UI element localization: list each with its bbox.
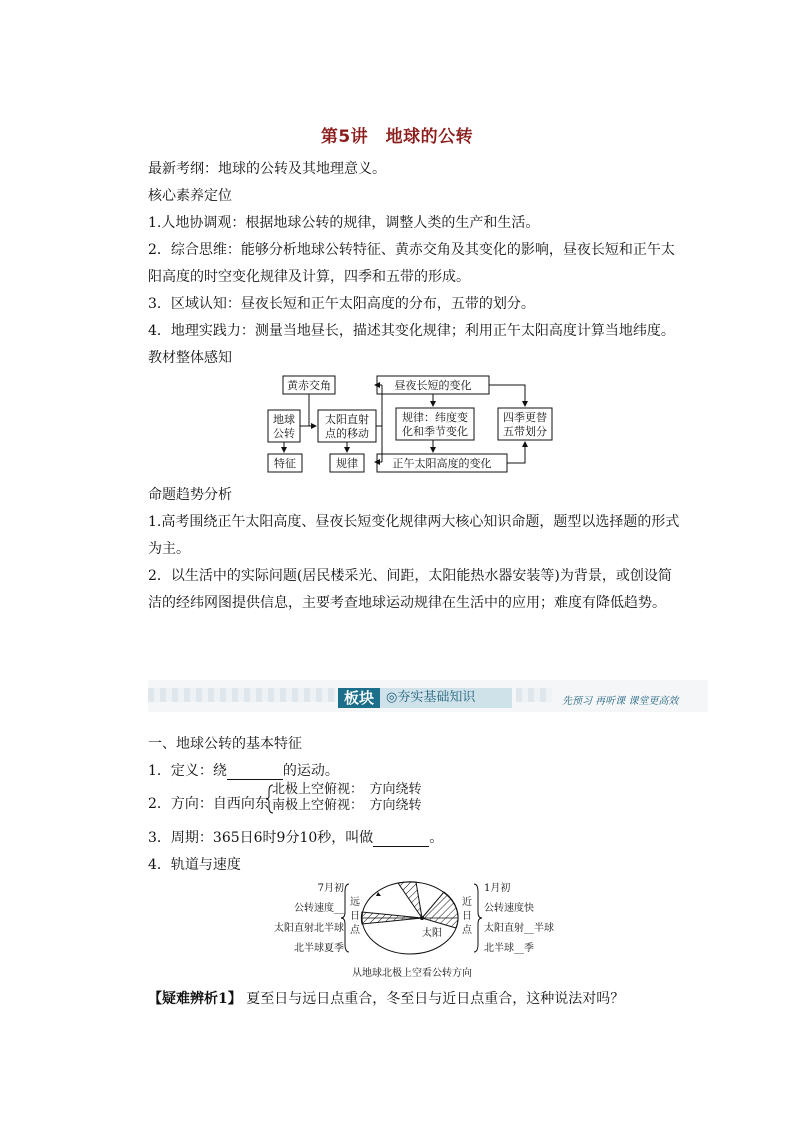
aphelion-date: 7月初 [317,883,344,894]
definition-suffix: 的运动。 [282,763,339,779]
core-item-3: 3．区域认知：昼夜长短和正午太阳高度的分布，五带的划分。 [148,296,535,312]
banner-tagline: 先预习 再听课 课堂更高效 [562,696,679,707]
orbit-heading: 4．轨道与速度 [148,857,241,873]
trend-item-1: 1.高考围绕正午太阳高度、昼夜长短变化规律两大核心知识命题，题型以选择题的形式 [148,514,680,530]
perihelion-char-3: 点 [462,925,472,936]
textbook-heading: 教材整体感知 [148,350,232,366]
sun-dot [420,916,424,920]
direction-prefix: 2．方向：自西向东 [148,796,269,812]
flow-text-n2: 黄赤交角 [287,379,331,392]
banner-decoration-left [148,688,336,702]
sun-label: 太阳 [422,928,442,939]
orbit-caption: 从地球北极上空看公转方向 [352,968,472,979]
period-line [148,829,443,847]
flow-text-n7b: 化和季节变化 [402,425,468,438]
flow-text-n4: 特征 [274,457,296,470]
period-prefix: 3．周期：365日6时9分10秒，叫做 [148,830,374,846]
period-blank [373,832,429,847]
section1-heading: 一、地球公转的基本特征 [148,736,302,752]
definition-line [148,762,339,780]
aphelion-season: 北半球夏季 [294,943,344,954]
flow-text-n3b: 点的移动 [325,427,369,440]
definition-blank [227,765,283,780]
perihelion-char-1: 近 [462,897,472,908]
question-label: 【疑难辨析1】 [148,991,242,1007]
right-brace [474,884,482,952]
banner-decoration-right [516,688,552,702]
upper-sector [398,882,422,918]
aphelion-char-1: 远 [350,897,360,908]
perihelion-date: 1月初 [484,883,511,894]
aphelion-char-2: 日 [350,911,360,922]
core-item-4: 4．地理实践力：测量当地昼长，描述其变化规律；利用正午太阳高度计算当地纬度。 [148,323,675,339]
perihelion-char-2: 日 [462,911,472,922]
orbit-diagram [252,878,572,984]
aphelion-speed: 公转速度__ [294,903,344,914]
perihelion-season: 北半球__季 [484,943,534,954]
flow-text-n3a: 太阳直射 [325,413,369,426]
syllabus: 最新考纲：地球的公转及其地理意义。 [148,161,386,177]
trend-item-2: 2．以生活中的实际问题(居民楼采光、间距，太阳能热水器安装等)为背景，或创设简 [148,568,672,584]
flow-text-n8: 正午太阳高度的变化 [392,457,492,470]
period-suffix: 。 [429,830,444,846]
question-text: 夏至日与远日点重合，冬至日与近日点重合，这种说法对吗？ [246,991,625,1007]
aphelion-subsolar: 太阳直射北半球 [274,923,344,934]
definition-prefix: 1．定义：绕 [148,763,227,779]
flow-text-n1a: 地球 [273,413,295,426]
knowledge-flowchart [260,372,560,478]
flow-text-n1b: 公转 [273,427,295,440]
flow-text-n7a: 规律：纬度变 [402,411,468,424]
trend-heading: 命题趋势分析 [148,487,232,503]
core-item-2-cont: 阳高度的时空变化规律及计算，四季和五带的形成。 [148,269,470,285]
direction-south: 南极上空俯视： 方向绕转 [272,798,422,813]
banner-sub-label: ◎夯实基础知识 [380,688,512,708]
flow-text-n9a: 四季更替 [503,411,547,424]
flow-text-n6: 昼夜长短的变化 [394,379,472,392]
trend-item-2-cont: 洁的经纬网图提供信息，主要考查地球运动规律在生活中的应用；难度有降低趋势。 [148,595,666,611]
question-line [148,990,624,1008]
direction-north: 北极上空俯视： 方向绕转 [272,782,422,797]
core-item-1: 1.人地协调观：根据地球公转的规律，调整人类的生产和生活。 [148,215,540,231]
page-title: 第5讲 地球的公转 [320,127,474,147]
flow-text-n9b: 五带划分 [503,425,547,438]
flow-text-n5: 规律 [336,457,358,470]
core-heading: 核心素养定位 [148,188,232,204]
banner-main-label: 板块一 [338,688,380,708]
aphelion-char-3: 点 [350,925,360,936]
trend-item-1-cont: 为主。 [148,541,190,557]
core-item-2: 2．综合思维：能够分析地球公转特征、黄赤交角及其变化的影响，昼夜长短和正午太 [148,242,675,258]
perihelion-speed: 公转速度快 [484,903,534,914]
perihelion-sector [422,892,458,928]
perihelion-subsolar: 太阳直射__半球 [484,923,554,934]
left-brace [341,884,349,952]
